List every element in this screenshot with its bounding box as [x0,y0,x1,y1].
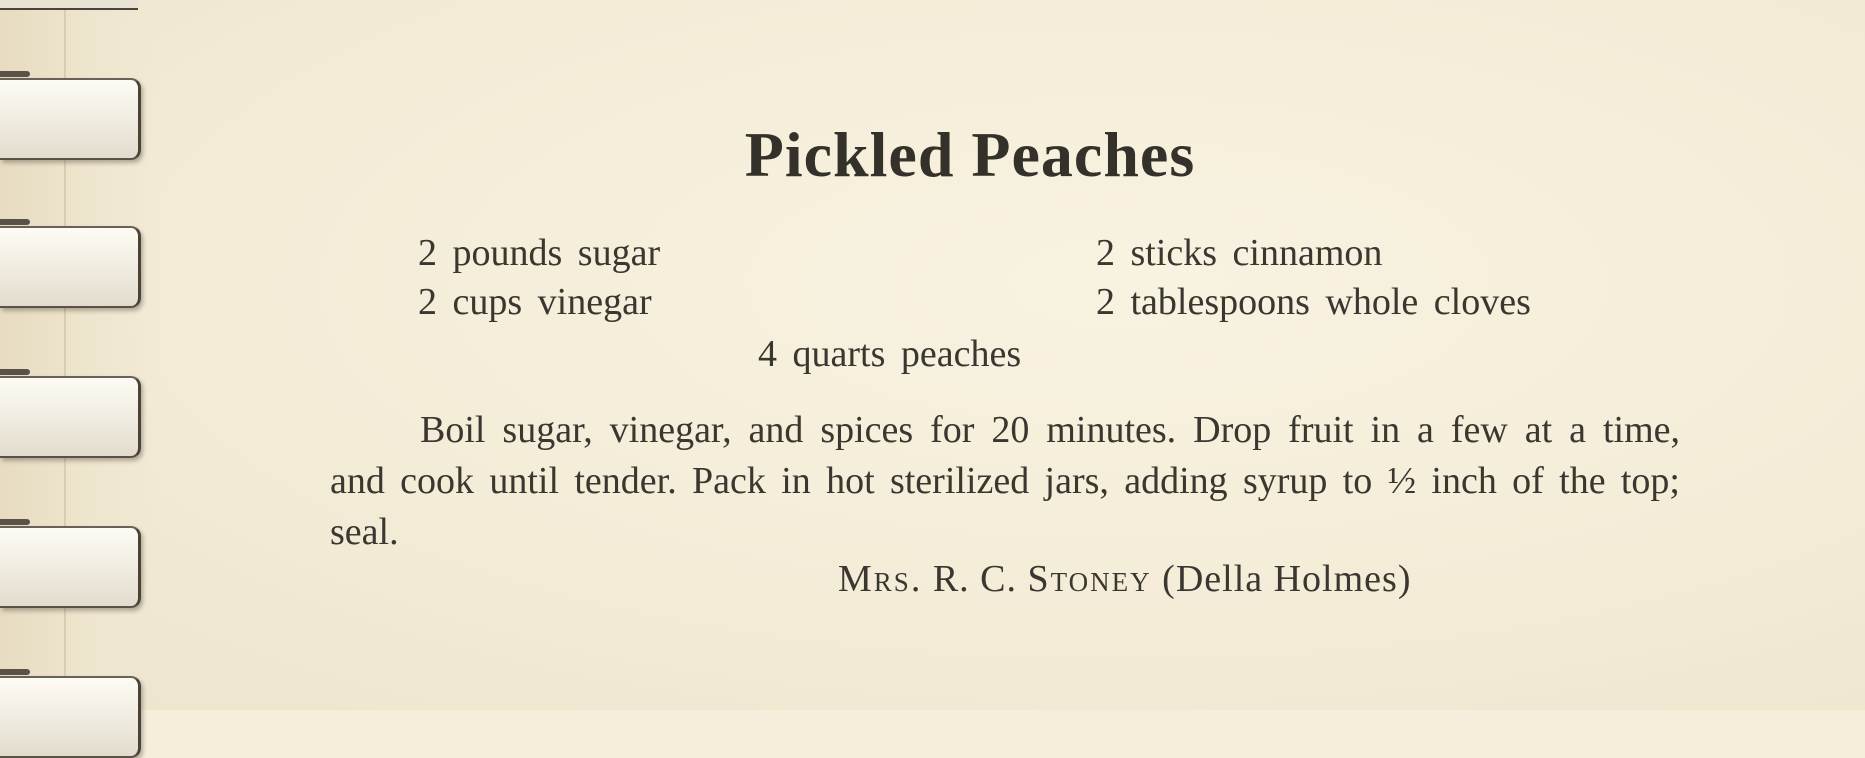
ingredient-center: 4 quarts peaches [758,333,1022,375]
attribution-title: Mrs. [838,558,923,600]
binding-ring-top [0,0,138,10]
ingredient-right-2: 2 tablespoons whole cloves [1096,281,1531,323]
ingredient-left-1: 2 pounds sugar [418,232,661,274]
binding-ring [0,226,141,308]
attribution-surname: Stoney [1027,558,1152,600]
binding-ring [0,526,141,608]
binding-ring [0,376,141,458]
attribution-maiden-name: (Della Holmes) [1162,558,1412,600]
recipe-title: Pickled Peaches [744,119,1196,190]
recipe-method: Boil sugar, vinegar, and spices for 20 minutes. Drop fruit in a few at a time, and cook until tender. Pack in hot sterilized jars, adding syrup to ½ inch of the top; seal. [330,409,1680,553]
recipe-attribution [838,560,1411,598]
ingredient-right-1: 2 sticks cinnamon [1096,232,1383,274]
ingredient-left-2: 2 cups vinegar [418,281,652,323]
binding-ring [0,676,141,758]
attribution-initials: R. C. [932,558,1018,600]
